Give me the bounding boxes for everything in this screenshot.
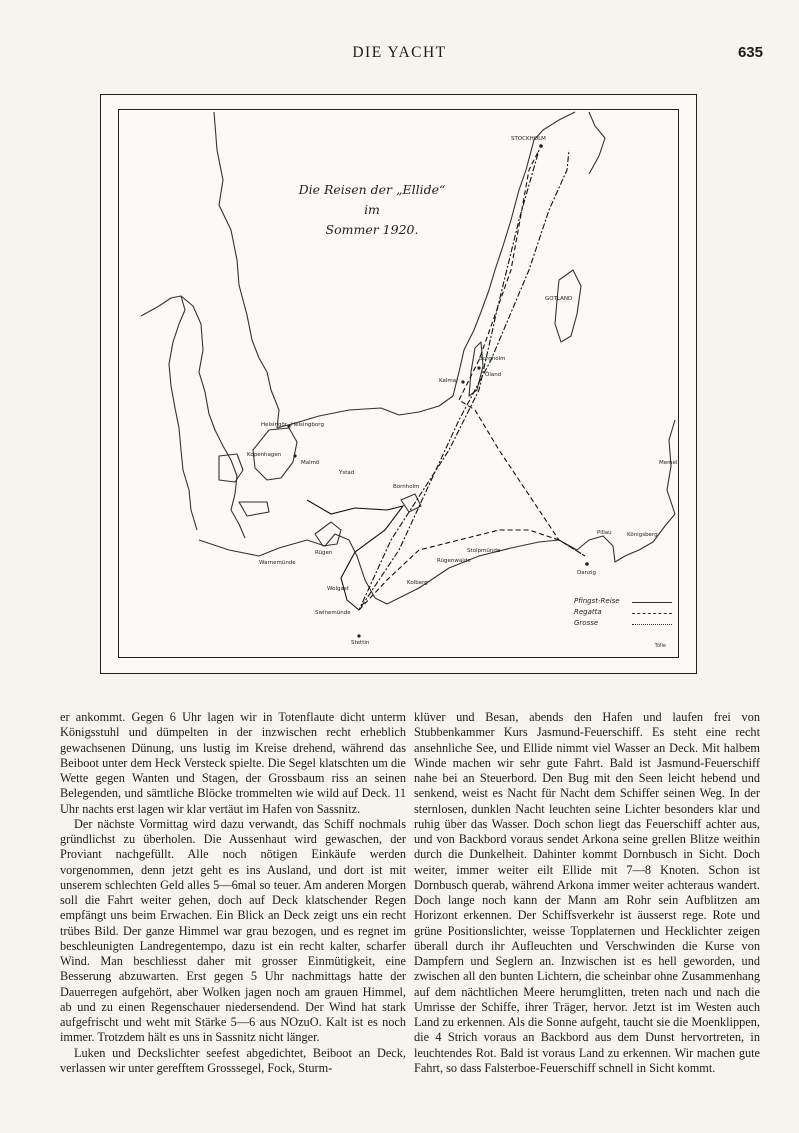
map-title-line-2: im — [364, 202, 380, 217]
label-stettin: Stettin — [351, 640, 370, 646]
legend-item — [574, 597, 674, 608]
text-column-left — [60, 710, 406, 1076]
label-pillau: Pillau — [597, 530, 612, 536]
label-swinemuende: Swinemünde — [315, 610, 351, 616]
journal-title: DIE YACHT — [352, 44, 447, 61]
funen-island — [219, 454, 243, 482]
lolland-island — [239, 502, 269, 516]
paragraph: Der nächste Vormittag wird dazu verwandt, das Schiff nochmals gründlichst zu überholen. Die Aussenhaut wird gewaschen, der Proviant nachgefüllt. Alle noch nötigen Einkäufe werden vorgenommen, denn jetzt geht es ins Ausland, und dort ist mit unserem schlechten Geld alles 5—6mal so teuer. Am anderen Morgen soll die Fahrt weiter gehen, doch auf Deck klatschender Regen empfängt uns beim Erwachen. Ein Blick an Deck zeigt uns ein recht trübes Bild. Der ganze Himmel war grau bezogen, und es regnet im beschleunigten Landregentempo, dazu ist ein recht kalter, scharfer Wind. Man beschliesst daher mit grosser Einmütigkeit, eine Besserung abzuwarten. Erst gegen 5 Uhr nachmittags hatte der Dauerregen aufgehört, aber Wolken jagen noch am grauen Himmel, ab und zu einen Regenschauer niedersendend. Der Wind hat stark aufgefrischt und weht mit Stärke 5—6 aus NOzuO. Kalt ist es noch immer. Trotzdem hält es uns in Sassnitz nicht länger. — [60, 816, 406, 1045]
danzig-marker — [585, 562, 589, 566]
label-gotland: GOTLAND — [545, 296, 573, 302]
stettin-marker — [357, 634, 360, 637]
map-title — [297, 180, 447, 240]
route-map — [118, 109, 679, 658]
east-prussian-coast — [577, 514, 675, 562]
label-memel: Memel — [659, 460, 678, 466]
running-head — [0, 44, 799, 66]
legend-label: Grosse — [574, 619, 599, 627]
finland-coast — [589, 112, 605, 174]
stockholm-marker — [539, 144, 543, 148]
label-wolgast: Wolgast — [327, 586, 349, 592]
paragraph: klüver und Besan, abends den Hafen und laufen frei von Stubbenkammer Kurs Jasmund-Feuerschiff. Es steht eine recht ansehnliche See, und Ellide nimmt viel Wasser an Deck. Mit halbem Winde machen wir sehr gute Fahrt. Bald ist Jasmund-Feuerschiff nahe bei an Steuerbord. Den Bug mit den Seen leicht hebend und senkend, weist es Nacht für Nacht dem Schiffer seinen Weg. In der sternlosen, dunklen Nacht leuchten seine Lichter besonders klar und ruhig über das Wasser. Doch schon liegt das Feuerschiff achter aus, und von Backbord voraus sendet Arkona seine grellen Blitze weithin durch die Dunkelheit. Dahinter kommt Dornbusch in Sicht. Doch weiter, immer weiter eilt Ellide mit 7—8 Knoten. Schon ist Dornbusch querab, während Arkona immer weiter achteraus wandert. Doch lange noch kann der Mann am Rohr sein Aufblitzen am Horizont erkennen. Der Schiffsverkehr ist äusserst rege. Rote und grüne Positionslichter, weisse Topplaternen und Hecklichter zeigen überall durch ihr Aufleuchten und Verschwinden die Kurse von Dampfern und Seglern an. Inzwischen ist es hell geworden, und zwischen all den bunten Lichtern, die scheinbar ohne Zusammenhang auf dem nächtlichen Meere herumglitten, treten nach und nach die Umrisse der Schiffe, ihrer Träger, hervor. Jetzt ist im Westen auch Land zu erkennen. Als die Sonne aufgeht, taucht sie die Moenklippen, die 4 Strich voraus an Backbord aus dem Dunst hervortreten, in leuchtendes Rot. Bald ist voraus Land zu erkennen. Wir machen gute Fahrt, so dass Falsterboe-Feuerschiff schnell in Sicht kommt. — [414, 710, 760, 1075]
label-bornholm: Bornholm — [393, 484, 420, 490]
label-kalmar: Kalmar — [439, 378, 459, 384]
page-number: 635 — [737, 44, 763, 61]
label-koenigsberg: Königsberg — [627, 532, 658, 538]
baltic-states-coast — [667, 420, 675, 514]
swedish-east-coast — [277, 112, 575, 428]
map-signature: Tölle — [654, 643, 666, 649]
legend-item — [574, 608, 674, 619]
german-baltic-coast — [199, 534, 577, 604]
kopenhagen-marker — [293, 454, 296, 457]
swedish-west-coast — [214, 112, 279, 428]
label-malmoe: Malmö — [301, 460, 320, 466]
label-stockholm: STOCKHOLM — [511, 136, 546, 142]
map-legend — [574, 597, 674, 630]
legend-label: Regatta — [574, 608, 602, 616]
paragraph: er ankommt. Gegen 6 Uhr lagen wir in Totenflaute dicht unterm Königsstuhl und dümpelten in der inzwischen recht erheblich gewachsenen Dünung, uns lustig im Kreise drehend, während das Beiboot unter dem Heck Versteck spielte. Die Segel klatschten um die Wette gegen Wanten und Stagen, der Grossbaum riss an seinen Belegenden, und sämtliche Blöcke trommelten wie wild auf Deck. 11 Uhr nachts erst lagen wir klar vertäut im Hafen von Sassnitz. — [60, 710, 406, 816]
kalmar-marker — [461, 380, 464, 383]
label-stolpmuende: Stolpmünde — [467, 548, 501, 554]
label-helsingborg: Helsingborg — [291, 422, 324, 428]
legend-dashdot-line — [632, 624, 672, 625]
label-ruegenwalde: Rügenwalde — [437, 558, 471, 564]
label-helsingoer: Helsingör — [261, 422, 288, 428]
label-kolberg: Kolberg — [407, 580, 428, 586]
map-title-line-1: Die Reisen der „Ellide“ — [298, 182, 446, 197]
label-warnemuende: Warnemünde — [259, 560, 296, 566]
jutland-coast — [141, 296, 197, 530]
gotland-island — [555, 270, 581, 342]
map-title-line-3: Sommer 1920. — [325, 222, 419, 237]
label-ystad: Ystad — [339, 470, 355, 476]
legend-dashed-line — [632, 613, 672, 614]
label-kopenhagen: Kopenhagen — [247, 452, 282, 458]
label-danzig: Danzig — [577, 570, 596, 576]
label-borgholm: Borgholm — [479, 356, 506, 362]
paragraph: Luken und Deckslichter seefest abgedichtet, Beiboot an Deck, verlassen wir unter gerefftem Grosssegel, Fock, Sturm- — [60, 1045, 406, 1075]
text-column-right — [414, 710, 760, 1076]
legend-solid-line — [632, 602, 672, 603]
legend-label: Pfingst-Reise — [574, 597, 620, 605]
oeland-island — [469, 342, 483, 396]
legend-item — [574, 619, 674, 630]
route-map-figure — [100, 94, 697, 674]
label-ruegen: Rügen — [315, 550, 333, 556]
borgholm-marker — [477, 366, 480, 369]
label-oeland: Öland — [485, 372, 502, 378]
